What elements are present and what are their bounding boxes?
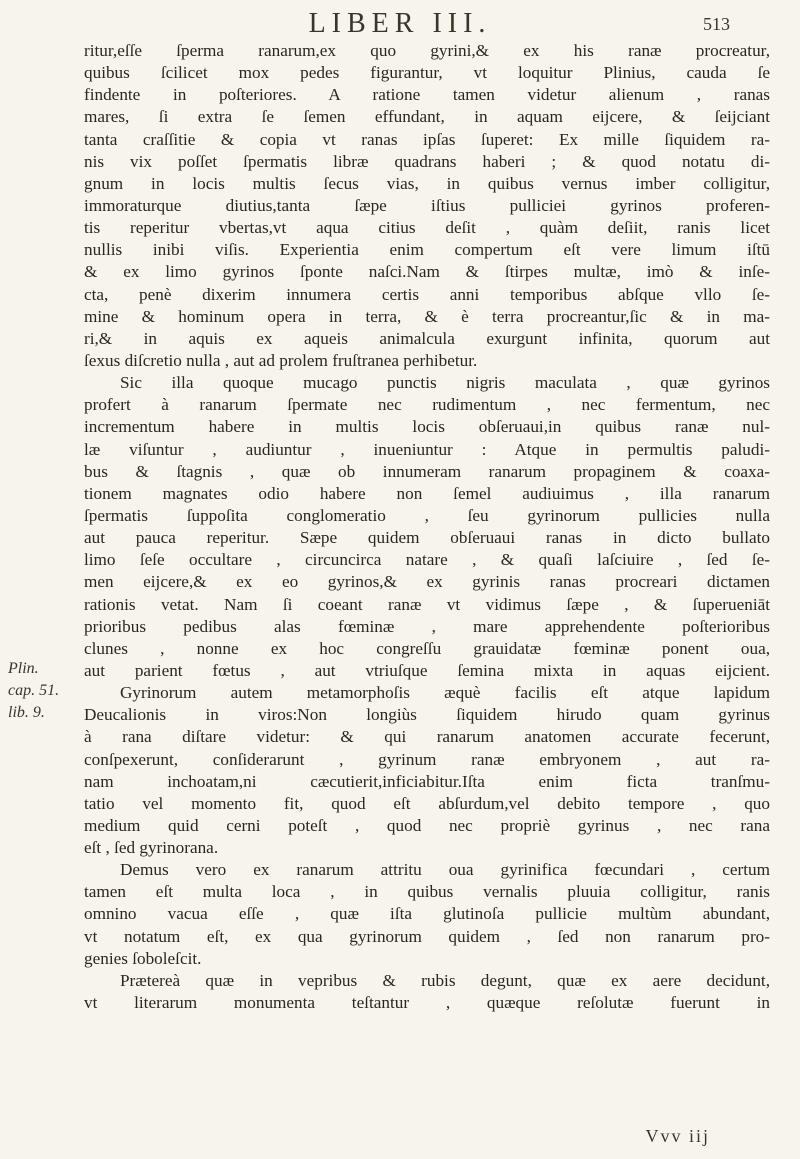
running-head: LIBER III. [308, 8, 492, 39]
text-line: tanta craſſitie & copia vt ranas ipſas ſuperet: Ex mille ſiquidem ra- [84, 129, 770, 149]
text-line: incrementum habere in multis locis obſeruaui,in quibus ranæ nul- [84, 417, 770, 437]
text-line: nullis inibi viſis. Experientia enim compertum eſt vere limum iſtū [84, 240, 770, 260]
text-line: profert à ranarum ſpermate nec rudimentum , nec fermentum, nec [84, 395, 770, 415]
text-line: ſpermatis ſuppoſita conglomeratio , ſeu gyrinorum pullicies nulla [84, 505, 770, 525]
margin-note: Plin. cap. 51. lib. 9. [8, 660, 60, 721]
text-line: ri,& in aquis ex aqueis animalcula exurgunt infinita, quorum aut [84, 328, 770, 348]
page-number: 513 [703, 14, 730, 34]
text-line: ritur,eſſe ſperma ranarum,ex quo gyrini,& ex his ranæ procreatur, [84, 41, 770, 60]
text-line: Deucalionis in viros:Non longiùs ſiquidem hirudo quam gyrinus [84, 705, 770, 725]
text-line: aut pauca reperitur. Sæpe quidem obſeruaui ranas in dicto bullato [84, 528, 770, 548]
text-line: gnum in locis multis ſecus vias, in quibus vernus imber colligitur, [84, 173, 770, 193]
text-line: nis vix poſſet ſpermatis libræ quadrans haberi ; & quod notatu di- [84, 151, 770, 171]
text-line: conſpexerunt, conſiderarunt , gyrinum ranæ embryonem , aut ra- [84, 749, 770, 769]
text-line: mares, ſi extra ſe ſemen effundant, in aquam eijcere, & ſeijciant [84, 107, 770, 127]
text-line: omnino vacua eſſe , quæ iſta glutinoſa pullicie multùm abundant, [84, 904, 770, 924]
text-line: men eijcere,& ex eo gyrinos,& ex gyrinis ranas procreari dictamen [84, 572, 770, 592]
text-line: vt literarum monumenta teſtantur , quæque reſolutæ fuerunt in [84, 993, 770, 1013]
text-line: læ viſuntur , audiuntur , inueniuntur : Atque in permultis paludi- [84, 439, 770, 459]
text-line: tionem magnates odio habere non ſemel audiuimus , illa ranarum [84, 483, 770, 503]
text-line: limo ſeſe occultare , circuncirca natare , & quaſi laſciuire , ſed ſe- [84, 550, 770, 570]
signature-mark: Vvv iij [645, 1126, 710, 1146]
text-line: cta, penè dixerim innumera certis anni temporibus abſque vllo ſe- [84, 284, 770, 304]
text-line: nam inchoatam,ni cæcutierit,inficiabitur.Iſta enim ficta tranſmu- [84, 771, 770, 791]
text-line: genies ſoboleſcit. [84, 948, 202, 968]
text-line: à rana diſtare videtur: & qui ranarum anatomen accurate fecerunt, [84, 727, 770, 747]
text-line: rationis vetat. Nam ſi coeant ranæ vt vidimus ſæpe , & ſuperueniāt [84, 594, 770, 614]
text-line: prioribus pedibus alas fœminæ , mare apprehendente poſterioribus [84, 616, 770, 636]
text-line: medium quid cerni poteſt , quod nec propriè gyrinus , nec rana [84, 815, 770, 835]
text-line: & ex limo gyrinos ſponte naſci.Nam & ſtirpes multæ, imò & inſe- [84, 262, 770, 282]
text-line: Demus vero ex ranarum attritu oua gyrinifica fœcundari , certum [120, 860, 770, 880]
text-line: quibus ſcilicet mox pedes figurantur, vt loquitur Plinius, cauda ſe [84, 63, 770, 83]
text-line: tis reperitur vbertas,vt aqua citius deſit , quàm deſiit, ranis licet [84, 218, 770, 238]
text-line: Sic illa quoque mucago punctis nigris maculata , quæ gyrinos [120, 373, 770, 393]
text-block [84, 40, 770, 1014]
text-line: Gyrinorum autem metamorphoſis æquè facilis eſt atque lapidum [120, 683, 770, 703]
text-line: vt notatum eſt, ex qua gyrinorum quidem , ſed non ranarum pro- [84, 926, 770, 946]
text-line: tatio vel momento fit, quod eſt abſurdum,vel debito tempore , quo [84, 793, 770, 813]
text-line: aut parient fœtus , aut vtriuſque ſemina mixta in aquas eijcient. [84, 660, 770, 680]
text-line: mine & hominum opera in terra, & è terra procreantur,ſic & in ma- [84, 306, 770, 326]
text-line: ſexus diſcretio nulla , aut ad prolem fruſtranea perhibetur. [84, 350, 478, 370]
text-line: Prætereà quæ in vepribus & rubis degunt, quæ ex aere decidunt, [120, 970, 770, 990]
text-line: tamen eſt multa loca , in quibus vernalis pluuia colligitur, ranis [84, 882, 770, 902]
text-line: clunes , nonne ex hoc congreſſu grauidatæ fœminæ ponent oua, [84, 638, 770, 658]
text-line: eſt , ſed gyrinorana. [84, 838, 219, 858]
text-line: bus & ſtagnis , quæ ob innumeram ranarum propaginem & coaxa- [84, 461, 770, 481]
text-line: findente in poſteriores. A ratione tamen videtur alienum , ranas [84, 85, 770, 105]
text-line: immoraturque diutius,tanta ſæpe iſtius pulliciei gyrinos proferen- [84, 195, 770, 215]
